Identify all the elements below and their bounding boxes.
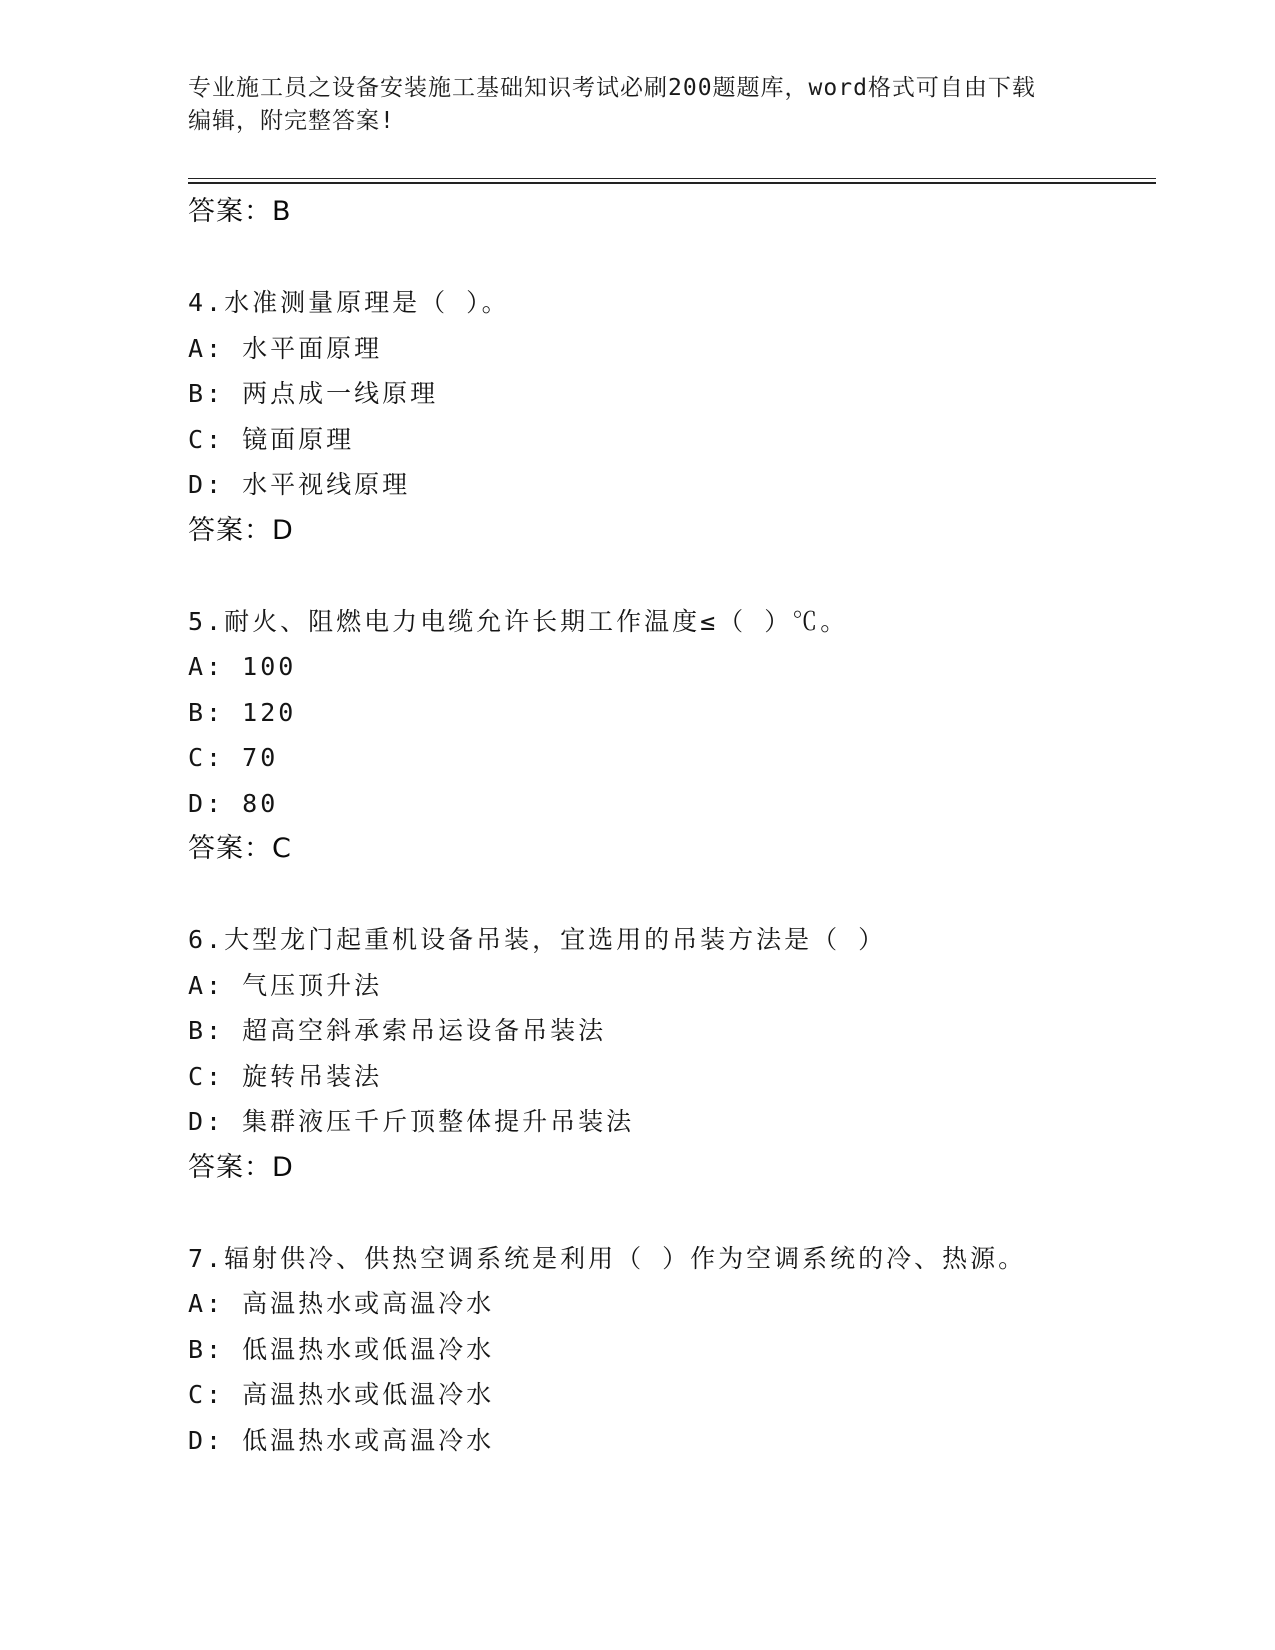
option-b: B: 两点成一线原理 <box>188 379 439 408</box>
option-c: C: 70 <box>188 743 279 772</box>
question-stem: 4.水准测量原理是（ ）。 <box>188 288 510 317</box>
question-block <box>188 917 1148 1190</box>
option-c: C: 旋转吊装法 <box>188 1061 383 1091</box>
option-c: C: 镜面原理 <box>188 424 355 454</box>
header-divider-thin <box>188 178 1156 179</box>
option-c: C: 高温热水或低温冷水 <box>188 1380 495 1409</box>
option-b: B: 120 <box>188 697 297 727</box>
option-d: D: 低温热水或高温冷水 <box>188 1425 495 1455</box>
option-d: D: 水平视线原理 <box>188 470 411 499</box>
option-d: D: 80 <box>188 788 279 818</box>
question-block <box>188 280 1148 553</box>
spacer <box>188 1190 1148 1236</box>
spacer <box>188 235 1148 281</box>
question-stem: 5.耐火、阻燃电力电缆允许长期工作温度≤（ ）℃。 <box>188 606 849 636</box>
header-divider-thick <box>188 182 1156 184</box>
answer-line: 答案：B <box>188 196 292 227</box>
option-b: B: 超高空斜承索吊运设备吊装法 <box>188 1016 607 1045</box>
question-block <box>188 599 1148 872</box>
document-header <box>188 72 1088 138</box>
option-a: A: 100 <box>188 652 297 681</box>
header-title-line-1: 专业施工员之设备安装施工基础知识考试必刷200题题库，word格式可自由下载 <box>188 75 1036 101</box>
option-d: D: 集群液压千斤顶整体提升吊装法 <box>188 1107 635 1136</box>
answer-line: 答案：D <box>188 1151 294 1183</box>
option-b: B: 低温热水或低温冷水 <box>188 1334 495 1364</box>
answer-line: 答案：C <box>188 833 292 864</box>
document-body <box>188 189 1148 1463</box>
header-title-line-2: 编辑，附完整答案! <box>188 108 395 134</box>
answer-line: 答案：D <box>188 514 294 546</box>
option-a: A: 高温热水或高温冷水 <box>188 1289 495 1318</box>
option-a: A: 气压顶升法 <box>188 970 383 1000</box>
spacer <box>188 553 1148 599</box>
question-block <box>188 1236 1148 1464</box>
spacer <box>188 872 1148 918</box>
question-stem: 6.大型龙门起重机设备吊装，宜选用的吊装方法是（ ） <box>188 925 887 954</box>
option-a: A: 水平面原理 <box>188 333 383 363</box>
question-stem: 7.辐射供冷、供热空调系统是利用（ ）作为空调系统的冷、热源。 <box>188 1243 1027 1273</box>
